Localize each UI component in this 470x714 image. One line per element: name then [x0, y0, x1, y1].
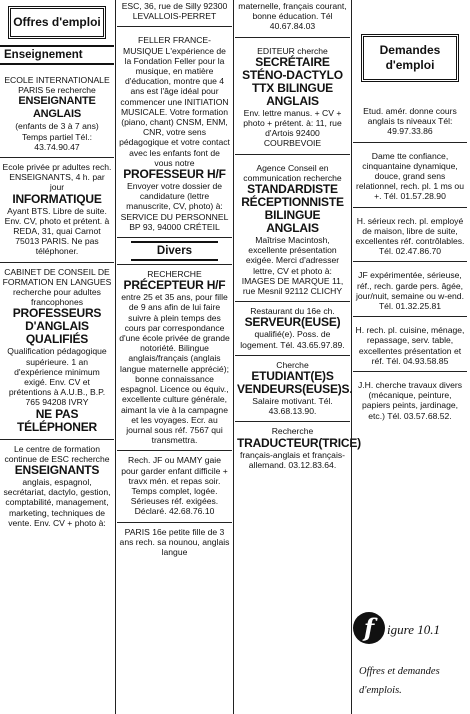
ad-text: entre 25 et 35 ans, pour fille de 9 ans afin de lui faire suivre à plein temps des cours par correspondance d'une école privée de grande notoriété. Bilingue anglais/français (anglais langue maternelle apprécié); bonne connaissance espagnol. Licence ou équiv., excellente culture générale, aimant la vie à la campagne et les voyages. Ecr. au journal sous réf. 7567 qui transmettra.: [119, 292, 230, 446]
ad-text: Le centre de formation continue de ESC recherche: [4, 443, 110, 464]
ad-text: Rech. JF ou MAMY gaie pour garder enfant difficile + travx mén. et repas soir. Temps complet, logée. Sérieuses réf. exigées. Déclaré. 42.68.76.10: [121, 455, 228, 517]
ad-title: PROFESSEUR H/F: [123, 167, 226, 182]
column-3: [235, 0, 361, 475]
ad-title: TRADUCTEUR(TRICE): [237, 435, 361, 450]
ad-text: Envoyer votre dossier de candidature (lettre manuscrite, CV, photo) à: SERVICE DU PERSONNEL BP 93, 94000 CRÉTEIL: [120, 181, 229, 232]
ad-title: PRÉCEPTEUR H/F: [123, 278, 226, 293]
ad-text: Qualification pédagogique supérieure. 1 an d'expérience minimum exigé. Env. CV et prétentions à A.U.B., B.P. 765 94208 IVRY: [7, 346, 107, 408]
ad: [353, 88, 467, 143]
figure-logo-icon: f: [353, 612, 385, 644]
section-divers: Divers: [131, 241, 218, 261]
ad-text: H. rech. pl. cuisine, ménage, repassage, serv. table, excellentes présentation et réf. Tél. 04.93.58.85: [355, 325, 465, 366]
ad: [353, 262, 467, 317]
ad: [235, 302, 350, 356]
ad-text: RECHERCHE: [147, 269, 202, 280]
ad-text: (enfants de 3 à 7 ans) Temps partiel Tél.: 43.74.90.47: [15, 121, 99, 152]
ad-text: Restaurant du 16e ch.: [250, 306, 335, 317]
ad-text: français-anglais et français-allemand. 03.12.83.64.: [239, 449, 346, 470]
ad: [117, 264, 232, 451]
ad: [353, 317, 467, 372]
ad-title: ETUDIANT(E)S VENDEURS(EUSE)S.: [237, 369, 353, 397]
ad: [117, 0, 232, 27]
ad: [0, 440, 114, 533]
ad-title: NE PAS TÉLÉPHONER: [16, 406, 97, 434]
ad-text: maternelle, français courant, bonne éducation. Tél 40.67.84.03: [238, 1, 347, 32]
ad-title: ENSEIGNANTS: [14, 463, 100, 478]
caption-line: d'emplois.: [359, 685, 402, 696]
column-demandes: [353, 0, 467, 426]
ad-text: Recherche: [271, 426, 314, 437]
section-enseignement: Enseignement: [0, 45, 114, 65]
ad-text: Dame tte confiance, cinquantaine dynamique, douce, grand sens relationnel, rech. pl. 1 ms ou +. Tél. 01.57.28.90: [356, 150, 464, 202]
ad-text: J.H. cherche travaux divers (mécanique, peinture, papiers peints, jardinage, etc.) Tél. 03.57.68.52.: [357, 380, 463, 421]
ad: [353, 208, 467, 263]
ad: [0, 158, 114, 263]
ad-text: ECOLE INTERNATIONALE PARIS 5e recherche: [4, 75, 110, 96]
ad-title: INFORMATIQUE: [12, 191, 102, 206]
column-offres: [0, 0, 114, 533]
figure-number: igure 10.1: [387, 622, 440, 637]
ad: [0, 263, 114, 440]
ad-text: JF expérimentée, sérieuse, réf., rech. garde pers. âgée, jour/nuit, semaine ou w-end. Tél. 01.32.25.81: [356, 270, 464, 312]
ad-text: Ecole privée pr adultes rech. ENSEIGNANTS, 4 h. par jour: [2, 162, 112, 193]
ad: [235, 0, 350, 38]
ad-text: Agence Conseil en communication recherche: [243, 162, 342, 183]
ad-text: qualifié(e). Poss. de logement. Tél. 43.65.97.89.: [240, 329, 345, 350]
ad-text: H. sérieux rech. pl. employé de maison, libre de suite, excellentes réf. contrôlables. Tél. 02.47.86.70: [355, 215, 465, 257]
ad: [117, 523, 232, 563]
caption-line: Offres et demandes: [359, 666, 440, 677]
ad-title: ENSEIGNANTE ANGLAIS: [18, 95, 96, 121]
ad-title: SERVEUR(EUSE): [244, 315, 341, 330]
ad-text: Ayant BTS. Libre de suite. Env. CV, photo et prétent. à REDA, 31, quai Carnot 75013 PARIS. Ne pas téléphoner.: [4, 205, 110, 257]
ad-title: SECRÉTAIRE STÉNO-DACTYLO TTX BILINGUE ANGLAIS: [242, 54, 343, 108]
offres-header: Offres d'emploi: [8, 6, 106, 39]
ad: [235, 38, 350, 155]
ad-title: STANDARDISTE RÉCEPTIONNISTE BILINGUE ANGLAIS: [241, 182, 344, 236]
ad-text: EDITEUR cherche: [257, 45, 328, 56]
ad: [0, 65, 114, 158]
ad-text: Cherche: [276, 359, 309, 370]
ad-text: CABINET DE CONSEIL DE FORMATION EN LANGUES recherche pour adultes francophones: [2, 266, 112, 308]
ad-text: Etud. amér. donne cours anglais ts niveaux Tél: 49.97.33.86: [363, 106, 457, 137]
ad-text: PARIS 16e petite fille de 3 ans rech. sa nounou, anglais langue: [119, 526, 230, 557]
ad-text: Env. lettre manus. + CV + photo + prétent. à: 11, rue d'Artois 92400 COURBEVOIE: [243, 107, 342, 149]
ad-title: PROFESSEURS D'ANGLAIS QUALIFIÉS: [12, 306, 102, 347]
ad: [353, 143, 467, 208]
ad: [117, 27, 232, 238]
ad-text: Salaire motivant. Tél. 43.68.13.90.: [252, 396, 333, 417]
ad: [235, 356, 353, 423]
ad: [235, 422, 361, 475]
ad-text: Maîtrise Macintosh, excellente présentation exigée. Merci d'adresser lettre, CV et photo à: IMAGES DE MARQUE 11, rue Mesnil 92112 CLICHY: [241, 235, 344, 297]
figure-caption-text: [359, 662, 440, 700]
column-2: [117, 0, 232, 562]
ad-text: anglais, espagnol, secrétariat, dactylo, gestion, comptabilité, management, marketing, techniques de vente. Env. CV + photo à:: [3, 477, 111, 528]
ad-text: ESC, 36, rue de Silly 92300 LEVALLOIS-PERRET: [121, 1, 228, 22]
ad-text: FELLER FRANCE-MUSIQUE L'expérience de la Fondation Feller pour la musique, en matière d'éducation, montre que 4 ans est l'âge idéal pour commencer une INITIATION MUSICALE. Votre formation (piano, chant) CNSM, ENM, CNR, votre sens pédagogique et votre contact avec les enfants font de vous notre: [119, 35, 230, 168]
demandes-header: Demandes d'emploi: [361, 34, 459, 82]
ad: [235, 155, 350, 303]
ad: [353, 372, 467, 426]
ad: [117, 451, 232, 522]
